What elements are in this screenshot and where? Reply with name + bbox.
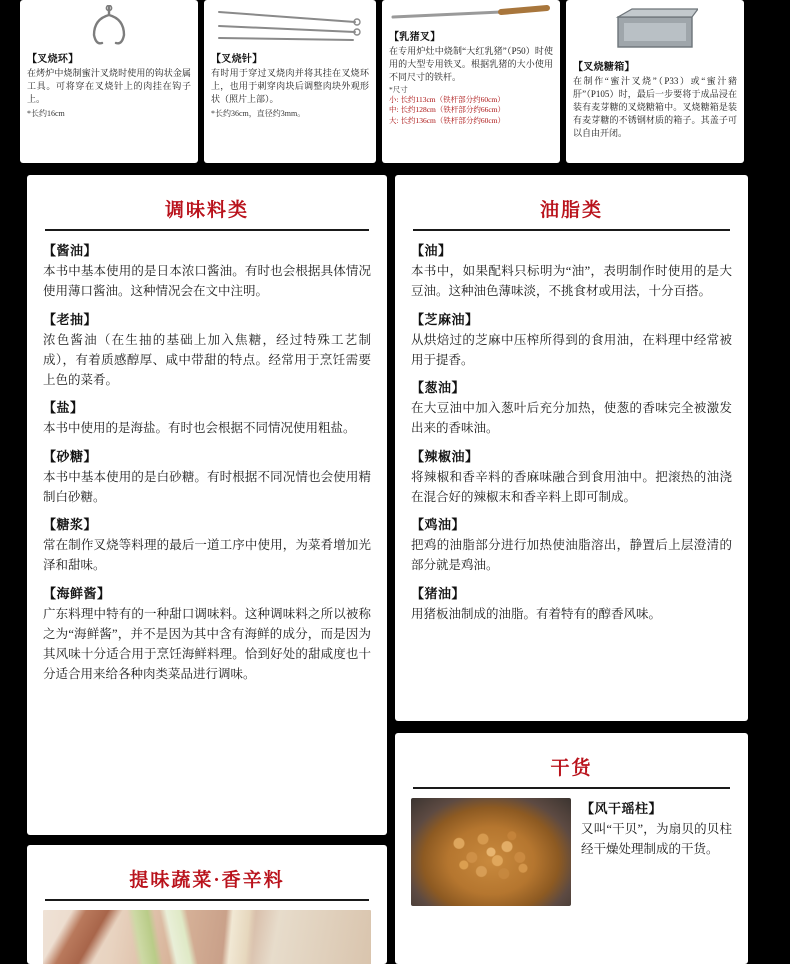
entry-title-lard: 【猪油】 [411,585,466,601]
entry-body-dark-soy: 浓色酱油（在生抽的基础上加入焦糖，经过特殊工艺制成），有着质感醇厚、咸中带甜的特点。经常用于烹饪需要上色的菜肴。 [43,332,371,387]
tool-title: 【叉烧环】 [27,54,79,65]
seasoning-panel [27,175,387,835]
tool-size-medium: 中: 长约128cm（铁杆部分约66cm） [389,105,506,115]
entry-title-syrup: 【糖浆】 [43,517,98,532]
tool-card-suckling-pig-fork [382,0,560,163]
tool-note: *尺寸 [389,85,408,95]
tool-card-skewer-needle [204,0,376,163]
entry-title-sesame-oil: 【芝麻油】 [411,311,479,327]
skewer-needle-icon [211,4,369,48]
tool-sizes [389,85,553,126]
entry-title-hoisin: 【海鲜酱】 [43,585,111,601]
entry-body-scallion-oil: 在大豆油中加入葱叶后充分加热，使葱的香味完全被激发出来的香味油。 [411,401,732,436]
entry-title-dried-scallop: 【风干瑶柱】 [581,801,663,816]
entry-body-soy-sauce: 本书中基本使用的是日本浓口酱油。有时也会根据具体情况使用薄口酱油。这种情况会在文中注明。 [43,264,371,299]
tool-description: 有时用于穿过叉烧肉并将其挂在叉烧环上，也用于刺穿肉块后调整肉块外观形状（照片上部）。 [211,68,369,105]
entry-title-scallion-oil: 【葱油】 [411,380,466,395]
entry-body-sugar: 本书中基本使用的是白砂糖。有时根据不同况情也会使用精制白砂糖。 [43,469,371,504]
maltose-box-icon [573,4,737,56]
tool-note: *长约36cm，直径约3mm。 [211,109,306,119]
entry-title-sugar: 【砂糖】 [43,448,98,464]
vegetables-photo [43,910,371,964]
entry-body-salt: 本书中使用的是海盐。有时也会根据不同情况使用粗盐。 [43,421,356,436]
tool-card-meat-hook [20,0,198,163]
dried-goods-panel [395,733,748,964]
entry-title-chili-oil: 【辣椒油】 [411,448,479,464]
tool-title: 【乳猪叉】 [389,32,441,43]
panel-title-seasoning: 调味料类 [45,195,369,231]
entry-body-hoisin: 广东料理中特有的一种甜口调味料。这种调味料之所以被称之为“海鲜酱”，并不是因为其中含有海鲜的成分，而是因为其风味十分适合用于烹饪海鲜料理。恰到好处的甜咸度也十分适合用来给各种肉类菜品进行调味。 [43,606,371,682]
tool-size-small: 小: 长约113cm（铁杆部分约60cm） [389,95,505,105]
tool-title: 【叉烧针】 [211,54,263,65]
tool-description: 在专用炉灶中烧制“大红乳猪”（P50）时使用的大型专用铁叉。根据乳猪的大小使用不同尺寸的铁杆。 [389,46,553,83]
entry-body-lard: 用猪板油制成的油脂。有着特有的醇香风味。 [411,606,662,621]
entry-title-chicken-oil: 【鸡油】 [411,517,466,532]
tool-cards-row [0,0,790,163]
panel-title-vegetables: 提味蔬菜·香辛料 [45,865,369,901]
tool-description: 在烤炉中烧制蜜汁叉烧时使用的钩状金属工具。可将穿在叉烧针上的肉挂在钩子上。 [27,68,191,105]
entry-body-dried-scallop: 又叫“干贝”，为扇贝的贝柱经干燥处理制成的干货。 [581,822,732,857]
entry-title-salt: 【盐】 [43,400,84,416]
panel-title-oils: 油脂类 [413,195,730,231]
entry-title-soy-sauce: 【酱油】 [43,243,98,258]
tool-note: *长约16cm [27,109,65,119]
tool-description: 在制作“蜜汁叉烧”（P33）或“蜜汁豬肝”（P105）时，最后一步要将于成品浸在装有麦芽糖的叉烧糖箱中。叉烧糖箱是装有麦芽糖的不锈钢材质的箱子。其盖子可以自由开闭。 [573,76,737,139]
vegetables-panel [27,845,387,964]
tool-size-large: 大: 长约136cm（铁杆部分约60cm） [389,115,506,125]
dried-scallop-photo [411,798,571,906]
entry-body-chili-oil: 将辣椒和香辛料的香麻味融合到食用油中。把滚热的油浇在混合好的辣椒末和香辛料上即可制成。 [411,469,732,504]
oils-panel [395,175,748,721]
entry-title-oil: 【油】 [411,243,452,258]
panel-title-dried: 干货 [413,753,730,789]
entry-body-chicken-oil: 把鸡的油脂部分进行加热使油脂溶出，静置后上层澄清的部分就是鸡油。 [411,538,732,573]
entry-body-oil: 本书中，如果配料只标明为“油”，表明制作时使用的是大豆油。这种油色薄味淡，不挑食材或用法，十分百搭。 [411,264,732,299]
entry-body-sesame-oil: 从烘焙过的芝麻中压榨所得到的食用油，在料理中经常被用于提香。 [411,332,732,367]
entry-body-syrup: 常在制作叉烧等料理的最后一道工序中使用，为菜肴增加光泽和甜味。 [43,538,371,573]
suckling-pig-fork-icon [389,4,553,26]
meat-hook-icon [27,4,191,48]
tool-card-maltose-box [566,0,744,163]
entry-title-dark-soy: 【老抽】 [43,311,98,327]
tool-title: 【叉烧糖箱】 [573,62,635,73]
